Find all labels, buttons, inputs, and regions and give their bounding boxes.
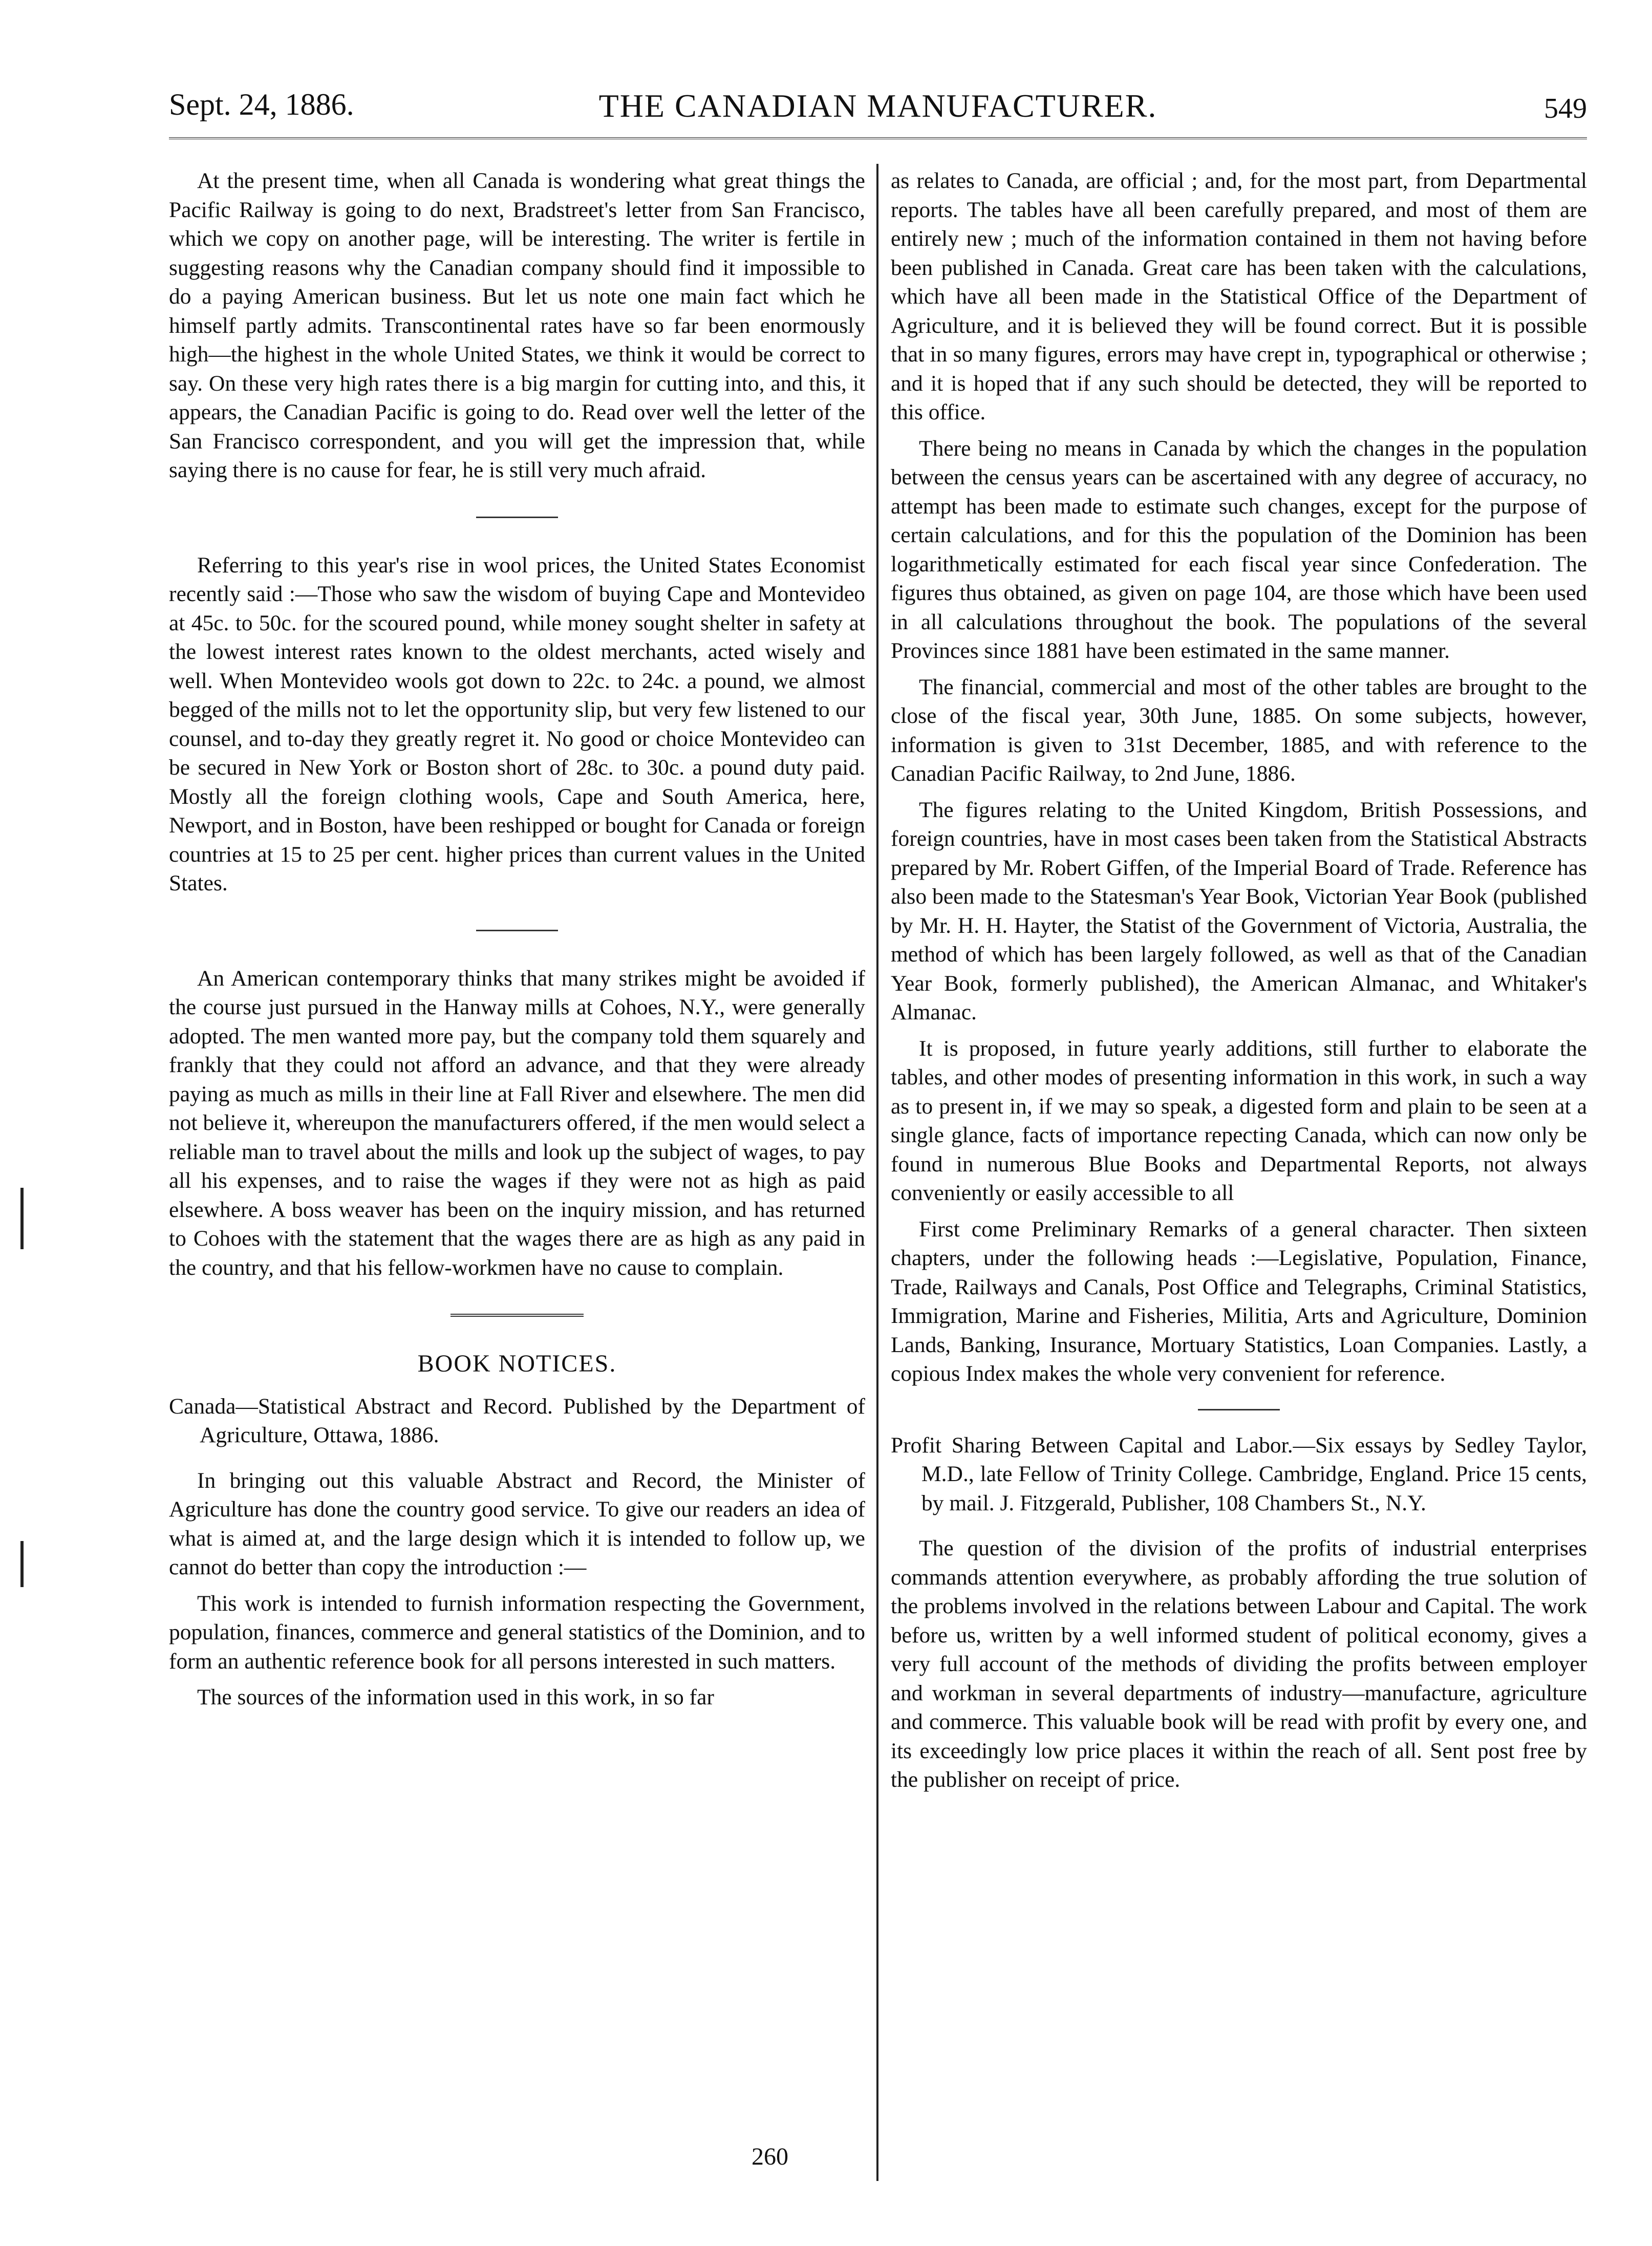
article-paragraph: In bringing out this valuable Abstract and Record, the Minister of Agriculture has done the country good service. To give our readers an idea of what is aimed at, and the large design which it is intended to follow up, we cannot do better than copy the introduction :— [169, 1468, 865, 1579]
margin-mark [20, 1541, 24, 1587]
column-divider [876, 164, 878, 2181]
left-column [169, 166, 865, 1719]
article-paragraph: First come Preliminary Remarks of a general character. Then sixteen chapters, under the following heads :—Legislative, Population, Finance, Trade, Railways and Canals, Post Office and Telegraphs, Criminal Statistics, Immigration, Marine and Fisheries, Militia, Arts and Agriculture, Dominion Lands, Banking, Insurance, Mortuary Statistics, Loan Companies. Lastly, a copious Index makes the whole very convenient for reference. [891, 1216, 1587, 1386]
article-paragraph: There being no means in Canada by which the changes in the population between the census years can be ascertained with any degree of accuracy, no attempt has been made to estimate such changes, except for the purpose of certain calculations, and for this the population of the Dominion has been logarithmetically estimated for each fiscal year since Confederation. The figures thus obtained, as given on page 104, are those which have been used in all calculations throughout the book. The populations of the several Provinces since 1881 have been estimated in the same manner. [891, 436, 1587, 663]
page-number: 549 [1544, 93, 1587, 124]
article-paragraph: Referring to this year's rise in wool prices, the United States Economist recently said :—Those who saw the wisdom of buying Cape and Montevideo at 45c. to 50c. for the scoured pound, while money sought shelter in safety at the lowest interest rates known to the oldest merchants, acted wisely and well. When Montevideo wools got down to 22c. to 24c. a pound, we almost begged of the mills not to let the opportunity slip, but very few listened to our counsel, and to-day they greatly regret it. No good or choice Montevideo can be secured in New York or Boston short of 28c. to 30c. a pound duty paid. Mostly all the foreign clothing wools, Cape and South America, here, Newport, and in Boston, have been reshipped or bought for Canada or foreign countries at 15 to 25 per cent. higher prices than current values in the United States. [169, 552, 865, 895]
page-header [169, 77, 1587, 154]
section-heading: BOOK NOTICES. [417, 1350, 617, 1377]
book-entry: Canada—Statistical Abstract and Record. Published by the Department of Agriculture, Ottawa, 1886. [169, 1394, 865, 1447]
article-paragraph: An American contemporary thinks that many strikes might be avoided if the course just pursued in the Hanway mills at Cohoes, N.Y., were generally adopted. The men wanted more pay, but the company told them squarely and frankly that they could not afford an advance, and that they were already paying as much as mills in their line at Fall River and elsewhere. The men did not believe it, whereupon the manufacturers offered, if the men would select a reliable man to travel about the mills and look up the subject of wages, to pay all his expenses, and to raise the wages if they were not as high as paid elsewhere. A boss weaver has been on the inquiry mission, and has returned to Cohoes with the statement that the wages there are as high as any paid in the country, and that his fellow-workmen have no cause to complain. [169, 966, 865, 1280]
article-paragraph: This work is intended to furnish information respecting the Government, population, finances, commerce and general statistics of the Dominion, and to form an authentic reference book for all persons interested in such matters. [169, 1591, 865, 1674]
right-column [891, 166, 1587, 1802]
header-rule [169, 137, 1587, 139]
article-paragraph: The question of the division of the profits of industrial enterprises commands attention everywhere, as probably affording the true solution of the problems involved in the relations between Labour and Capital. The work before us, written by a well informed student of political economy, gives a very full account of the methods of dividing the profits between employer and workman in several departments of industry—manufacture, agriculture and commerce. This valuable book will be read with profit by every one, and its exceedingly low price places it within the reach of all. Sent post free by the publisher on receipt of price. [891, 1536, 1587, 1792]
book-entry: Profit Sharing Between Capital and Labor.—Six essays by Sedley Taylor, M.D., late Fellow of Trinity College. Cambridge, England. Price 15 cents, by mail. J. Fitzgerald, Publisher, 108 Chambers St., N.Y. [891, 1432, 1587, 1515]
article-paragraph: It is proposed, in future yearly additions, still further to elaborate the tables, and other modes of presenting information in this work, in such a way as to present in, if we may so speak, a digested form and plain to be seen at a single glance, facts of importance repecting Canada, which can now only be found in numerous Blue Books and Departmental Reports, not always conveniently or easily accessible to all [891, 1036, 1587, 1205]
margin-mark [20, 1188, 24, 1249]
article-paragraph: At the present time, when all Canada is wondering what great things the Pacific Railway is going to do next, Bradstreet's letter from San Francisco, which we copy on another page, will be interesting. The writer is fertile in suggesting reasons why the Canadian company should find it impossible to do a paying American business. But let us note one main fact which he himself partly admits. Transcontinental rates have so far been enormously high—the highest in the whole United States, we think it would be correct to say. On these very high rates there is a big margin for cutting into, and this, it appears, the Canadian Pacific is going to do. Read over well the letter of the San Francisco correspondent, and you will get the impression that, while saying there is no cause for fear, he is still very much afraid. [169, 168, 865, 482]
issue-date: Sept. 24, 1886. [169, 88, 354, 121]
section-separator [450, 1314, 584, 1317]
article-paragraph: The financial, commercial and most of the other tables are brought to the close of the fiscal year, 30th June, 1885. On some subjects, however, information is given to 31st December, 1885, and with reference to the Canadian Pacific Railway, to 2nd June, 1886. [891, 674, 1587, 786]
footer-number: 260 [752, 2143, 788, 2170]
publication-title: THE CANADIAN MANUFACTURER. [598, 88, 1157, 124]
article-separator [476, 930, 558, 931]
article-paragraph: as relates to Canada, are official ; and, for the most part, from Departmental reports. The tables have all been carefully prepared, and most of them are entirely new ; much of the information contained in them not having before been published in Canada. Great care has been taken with the calculations, which have all been made in the Statistical Office of the Department of Agriculture, and it is believed they will be found correct. But it is possible that in so many figures, errors may have crept in, typographical or otherwise ; and it is hoped that if any such should be detected, they will be reported to this office. [891, 168, 1587, 424]
article-paragraph: The sources of the information used in this work, in so far [197, 1685, 714, 1709]
article-paragraph: The figures relating to the United Kingdom, British Possessions, and foreign countries, have in most cases been taken from the Statistical Abstracts prepared by Mr. Robert Giffen, of the Imperial Board of Trade. Reference has also been made to the Statesman's Year Book, Victorian Year Book (published by Mr. H. H. Hayter, the Statist of the Government of Victoria, Australia, the method of which has been largely followed, as well as that of the Canadian Year Book, formerly published), the American Almanac, and Whitaker's Almanac. [891, 797, 1587, 1024]
article-separator [476, 517, 558, 518]
article-separator [1198, 1409, 1280, 1410]
